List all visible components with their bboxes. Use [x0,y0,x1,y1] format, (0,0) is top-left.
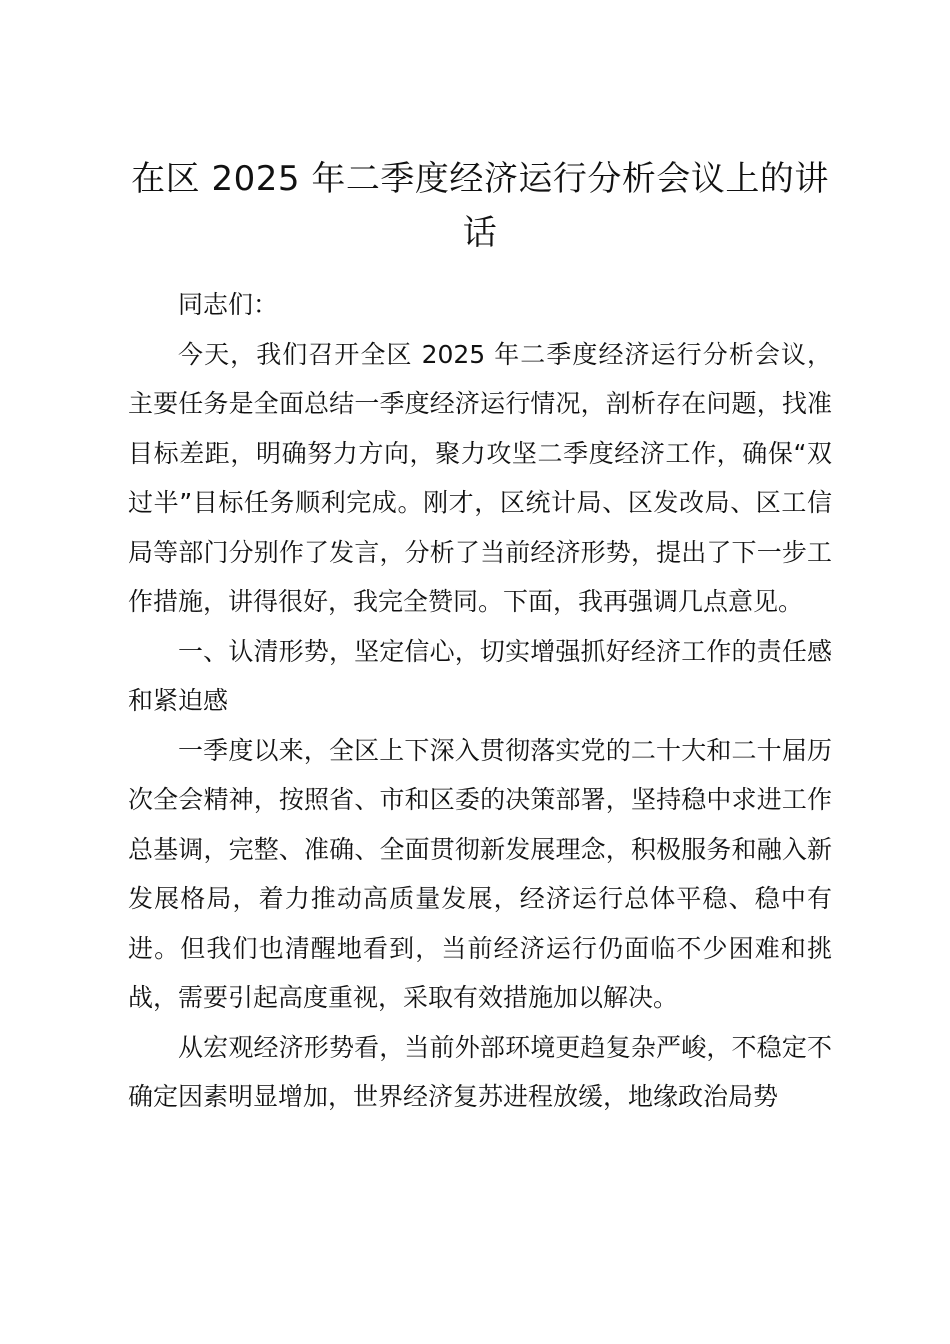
body-paragraph: 一季度以来，全区上下深入贯彻落实党的二十大和二十届历次全会精神，按照省、市和区委的决策部署，坚持稳中求进工作总基调，完整、准确、全面贯彻新发展理念，积极服务和融入新发展格局，着力推动高质量发展，经济运行总体平稳、稳中有进。但我们也清醒地看到，当前经济运行仍面临不少困难和挑战，需要引起高度重视，采取有效措施加以解决。 [128,735,832,1012]
intro-paragraph: 今天，我们召开全区 2025 年二季度经济运行分析会议，主要任务是全面总结一季度经济运行情况，剖析存在问题，找准目标差距，明确努力方向，聚力攻坚二季度经济工作，确保“双过半”目标任务顺利完成。刚才，区统计局、区发改局、区工信局等部门分别作了发言，分析了当前经济形势，提出了下一步工作措施，讲得很好，我完全赞同。下面，我再强调几点意见。 [128,339,832,616]
salutation: 同志们： [178,290,279,319]
section-heading: 一、认清形势，坚定信心，切实增强抓好经济工作的责任感和紧迫感 [128,636,832,715]
document-title: 在区 2025 年二季度经济运行分析会议上的讲话 [131,159,829,253]
body-paragraph: 从宏观经济形势看，当前外部环境更趋复杂严峻，不稳定不确定因素明显增加，世界经济复苏进程放缓，地缘政治局势 [128,1032,832,1111]
document-body [128,280,832,1122]
